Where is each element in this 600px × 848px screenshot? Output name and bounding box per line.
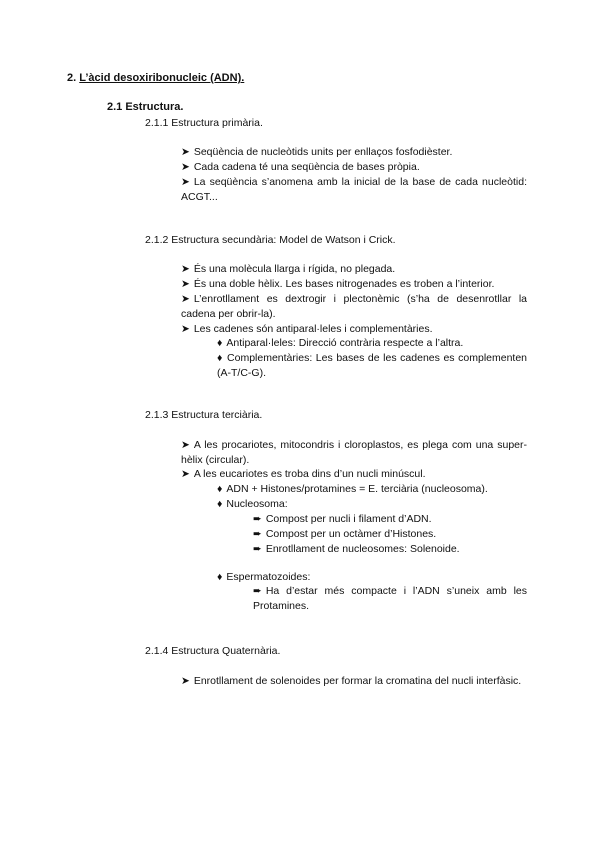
- pointer-icon: ➨: [253, 585, 262, 597]
- sub-list-item: [217, 570, 527, 585]
- list-item-text: És una molècula llarga i rígida, no plegada.: [193, 263, 396, 275]
- list-item-text: A les eucariotes es troba dins d’un nucli minúscul.: [193, 468, 426, 480]
- pointer-icon: ➨: [253, 543, 262, 555]
- list-item-text: Seqüència de nucleòtids units per enllaços fosfodièster.: [193, 146, 453, 158]
- sub-list-item: [217, 351, 527, 381]
- list-item-text: Les cadenes són antiparal·leles i complementàries.: [193, 323, 433, 335]
- arrow-icon: ➤: [181, 323, 190, 335]
- sub-list-item-text: Nucleosoma:: [226, 498, 288, 510]
- nested-list-item-text: Compost per un octàmer d’Histones.: [265, 528, 437, 540]
- nested-list-item: [253, 542, 527, 557]
- nested-list-item-text: Ha d’estar més compacte i l’ADN s’uneix amb les Protamines.: [253, 585, 527, 612]
- arrow-icon: ➤: [181, 263, 190, 275]
- nested-list-item: [253, 512, 527, 527]
- arrow-icon: ➤: [181, 439, 190, 451]
- diamond-icon: ♦: [217, 483, 223, 495]
- heading-quaternaria: 2.1.4 Estructura Quaternària.: [145, 645, 281, 657]
- arrow-icon: ➤: [181, 176, 190, 188]
- diamond-icon: ♦: [217, 498, 223, 510]
- section-number: 2.: [67, 72, 77, 84]
- nested-list-item-text: Compost per nucli i filament d’ADN.: [265, 513, 432, 525]
- list-item: [181, 322, 527, 337]
- list-item: [181, 145, 527, 160]
- heading-secundaria: 2.1.2 Estructura secundària: Model de Watson i Crick.: [145, 234, 396, 246]
- list-item: [181, 467, 527, 482]
- section-title-text: L’àcid desoxiribonucleic (ADN).: [79, 72, 245, 84]
- sub-list-item-text: Complementàries: Les bases de les cadenes es complementen (A-T/C-G).: [217, 352, 528, 379]
- list-item-text: La seqüència s’anomena amb la inicial de la base de cada nucleòtid: ACGT...: [181, 176, 527, 203]
- section-title: [67, 72, 244, 84]
- sub-list-item-text: ADN + Histones/protamines = E. terciària (nucleosoma).: [226, 483, 488, 495]
- nested-list-item: [253, 527, 527, 542]
- sub-list-item-text: Antiparal·leles: Direcció contrària respecte a l’altra.: [226, 337, 464, 349]
- list-item: [181, 438, 527, 468]
- list-item-text: L’enrotllament es dextrogir i plectonèmic (s’ha de desenrotllar la cadena per obrir-la).: [181, 293, 527, 320]
- list-item: [181, 292, 527, 322]
- list-item: [181, 160, 527, 175]
- heading-terciaria: 2.1.3 Estructura terciària.: [145, 409, 263, 421]
- sub-list-item: [217, 482, 527, 497]
- list-item-text: És una doble hèlix. Les bases nitrogenades es troben a l’interior.: [193, 278, 495, 290]
- sub-list-item: [217, 497, 527, 512]
- arrow-icon: ➤: [181, 293, 190, 305]
- arrow-icon: ➤: [181, 146, 190, 158]
- nested-list-item: [253, 584, 527, 614]
- list-item: [181, 262, 527, 277]
- arrow-icon: ➤: [181, 161, 190, 173]
- nested-list-item-text: Enrotllament de nucleosomes: Solenoide.: [265, 543, 460, 555]
- sub-list-item-text: Espermatozoides:: [226, 571, 311, 583]
- list-item: [181, 674, 527, 689]
- list-item-text: A les procariotes, mitocondris i cloroplastos, es plega com una super-hèlix (circular).: [181, 439, 527, 466]
- heading-primaria: 2.1.1 Estructura primària.: [145, 117, 263, 129]
- arrow-icon: ➤: [181, 468, 190, 480]
- diamond-icon: ♦: [217, 352, 224, 364]
- list-item: [181, 175, 527, 205]
- pointer-icon: ➨: [253, 513, 262, 525]
- arrow-icon: ➤: [181, 675, 190, 687]
- arrow-icon: ➤: [181, 278, 190, 290]
- pointer-icon: ➨: [253, 528, 262, 540]
- list-item-text: Enrotllament de solenoides per formar la cromatina del nucli interfàsic.: [193, 675, 522, 687]
- diamond-icon: ♦: [217, 571, 223, 583]
- subsection-title: 2.1 Estructura.: [107, 101, 184, 113]
- list-item-text: Cada cadena té una seqüència de bases pròpia.: [193, 161, 420, 173]
- list-item: [181, 277, 527, 292]
- sub-list-item: [217, 336, 527, 351]
- diamond-icon: ♦: [217, 337, 223, 349]
